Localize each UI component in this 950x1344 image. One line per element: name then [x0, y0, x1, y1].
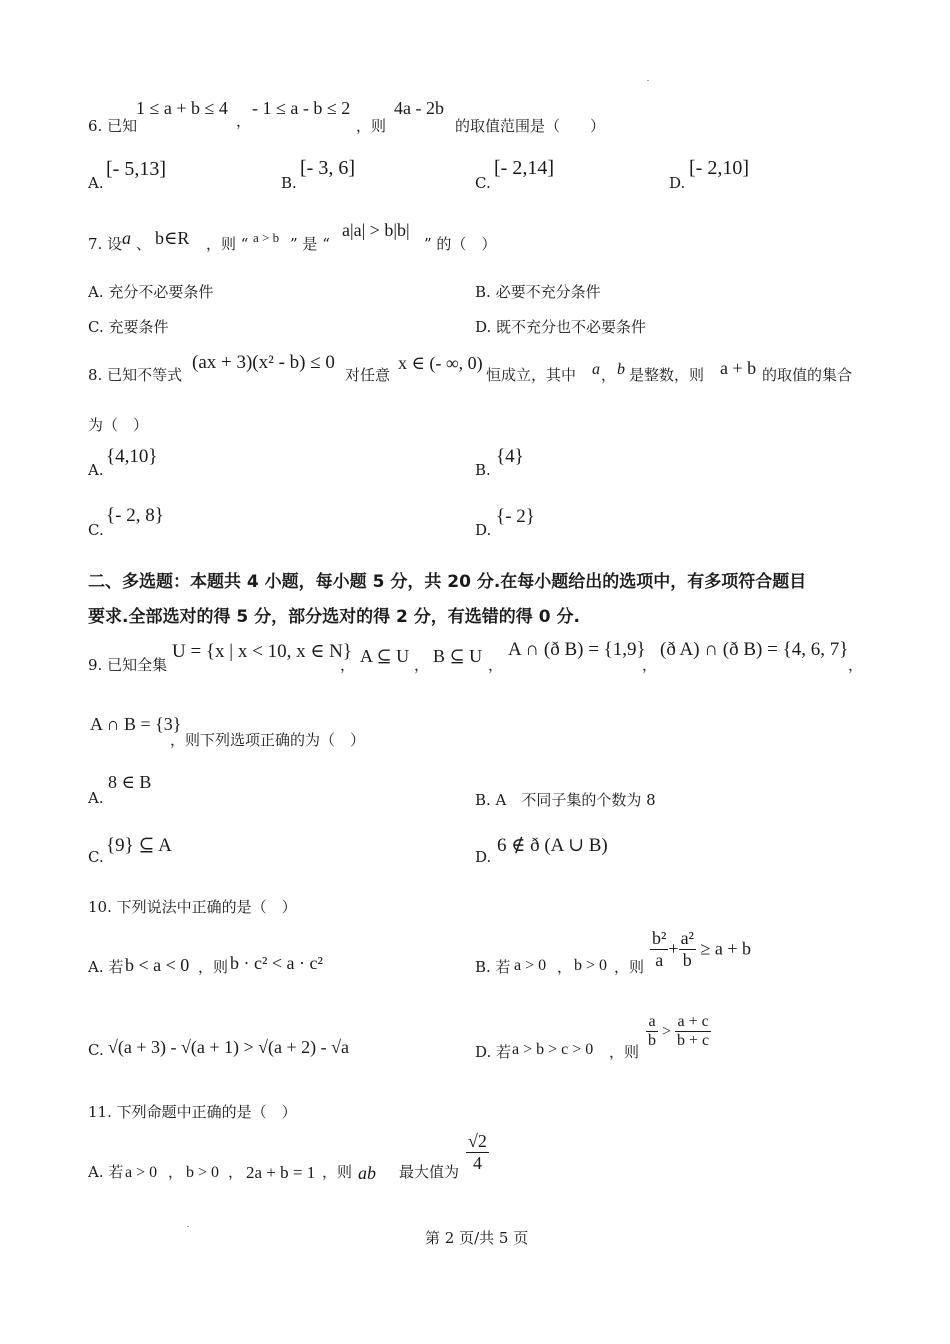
q9-universal-set: U = {x | x < 10, x ∈ N} [172, 641, 352, 662]
q10-option-b-fraction-1 [650, 928, 668, 970]
q7-option-a [88, 281, 213, 302]
q6-expression: 4a - 2b [394, 98, 444, 118]
q8-inequality: (ax + 3)(x² - b) ≤ 0 [192, 352, 335, 373]
q10-option-d-num-1: a [646, 1013, 657, 1032]
q9-option-c-letter: C. [88, 848, 104, 866]
q6-condition-2: - 1 ≤ a - b ≤ 2 [252, 98, 351, 118]
q10-option-d-fraction-1 [646, 1013, 658, 1051]
q10-option-b-rest: ≥ a + b [700, 938, 751, 959]
q8-option-d-text: {- 2} [496, 506, 535, 527]
q7-suffix: ” 的（ ） [424, 235, 497, 253]
q11-option-a-cond-2: b > 0 [186, 1164, 220, 1181]
q7-option-b [475, 281, 601, 302]
q8-domain: x ∈ (- ∞, 0) [398, 353, 483, 373]
q9-comma-4: ， [642, 656, 658, 674]
q10-option-a-mid: ，则 [198, 958, 229, 976]
q7-option-b-letter: B. [475, 283, 491, 301]
q10-option-b-letter: B. 若 [475, 958, 511, 976]
q9-intersection-1: A ∩ (ð B) = {1,9} [508, 639, 646, 660]
q9-line-2-suffix: ，则下列选项正确的为（ ） [170, 731, 366, 749]
q8-comma: ， [601, 366, 617, 384]
q10-option-c-expression: √(a + 3) - √(a + 1) > √(a + 2) - √a [108, 1037, 350, 1057]
q10-option-b-cond-1: a > 0 [514, 957, 547, 974]
q7-option-a-letter: A. [88, 283, 104, 301]
q9-option-b-text: B. A 不同子集的个数为 8 [475, 791, 656, 809]
q11-option-a-numerator: √2 [468, 1131, 487, 1151]
q6-option-b-letter: B. [281, 174, 297, 192]
q7-mid-2: ，则 “ [206, 235, 249, 253]
q10-option-c-letter: C. [88, 1041, 104, 1059]
q8-option-a-text: {4,10} [106, 446, 158, 467]
q9-a-intersect-b: A ∩ B = {3} [90, 714, 182, 734]
q10-option-d-den-2: b + c [677, 1032, 710, 1050]
q6-sep-2: ，则 [356, 117, 387, 135]
q10-option-b-sep: ， [557, 958, 573, 976]
q6-option-d-letter: D. [669, 174, 686, 192]
q11-option-a-cond-1: a > 0 [125, 1164, 158, 1181]
q9-intersection-2: (ð A) ∩ (ð B) = {4, 6, 7} [660, 639, 849, 660]
q10-option-b-cond-2: b > 0 [574, 957, 608, 974]
q7-option-a-text: 充分不必要条件 [108, 283, 214, 301]
q10-option-d-mid: ，则 [609, 1043, 640, 1061]
q10-option-a-condition: b < a < 0 [125, 955, 190, 975]
q8-sum: a + b [720, 358, 757, 378]
q8-prefix: 8. 已知不等式 [88, 366, 183, 384]
q10-option-b-num-2: a² [680, 928, 694, 948]
q10-option-d-formula [646, 1013, 711, 1051]
q8-option-c-letter: C. [88, 521, 104, 539]
q10-stem: 10. 下列说法中正确的是（ ） [88, 898, 297, 916]
q10-option-d-letter: D. 若 [475, 1043, 512, 1061]
section-2-line-1: 二、多选题：本题共 4 小题，每小题 5 分，共 20 分.在每小题给出的选项中，有多项符合题目 [88, 572, 807, 592]
q10-option-d-num-2: a + c [675, 1013, 710, 1032]
q6-option-a-text: [- 5,13] [106, 158, 166, 180]
q9-option-a-letter: A. [88, 789, 104, 807]
q9-option-d-text: 6 ∉ ð (A ∪ B) [497, 835, 608, 856]
q9-option-a-text: 8 ∈ B [108, 772, 152, 792]
q9-option-d-letter: D. [475, 848, 492, 866]
q9-comma-5: ， [848, 656, 864, 674]
q9-prefix: 9. 已知全集 [88, 656, 168, 674]
q7-mid-3: ” 是 “ [290, 235, 330, 253]
q7-option-d-letter: D. [475, 318, 492, 336]
q8-option-b-letter: B. [475, 461, 491, 479]
q11-option-a-denominator: 4 [472, 1152, 482, 1173]
q10-option-b-num-1: b² [652, 928, 667, 948]
q8-option-d-letter: D. [475, 521, 492, 539]
q6-suffix: 的取值范围是（ ） [455, 117, 606, 135]
q6-option-d-text: [- 2,10] [689, 157, 749, 179]
q8-line-2: 为（ ） [88, 416, 149, 434]
q9-b-subset: B ⊆ U [433, 646, 483, 666]
q6-condition-1: 1 ≤ a + b ≤ 4 [136, 98, 228, 118]
q6-option-c-text: [- 2,14] [494, 157, 554, 179]
section-2-line-2: 要求.全部选对的得 5 分，部分选对的得 2 分，有选错的得 0 分. [88, 607, 580, 627]
page-footer: 第 2 页/共 5 页 [425, 1229, 529, 1247]
q7-option-c [88, 316, 169, 337]
q7-option-c-text: 充要条件 [108, 318, 169, 336]
q11-option-a-max: 最大值为 [399, 1163, 460, 1181]
q8-mid-3: 是整数，则 [629, 366, 705, 384]
q10-option-b-plus: + [668, 938, 679, 959]
scan-dot [187, 1226, 189, 1227]
q7-option-b-text: 必要不充分条件 [495, 283, 601, 301]
q7-condition-2: a|a| > b|b| [342, 220, 410, 240]
q8-variable-b: b [617, 361, 625, 378]
q9-option-c-text: {9} ⊆ A [106, 835, 172, 856]
q7-option-c-letter: C. [88, 318, 104, 336]
q9-comma-1: ， [340, 656, 356, 674]
q10-option-b-fraction-2 [679, 928, 696, 970]
q11-stem: 11. 下列命题中正确的是（ ） [88, 1103, 297, 1121]
q7-option-d [475, 316, 646, 337]
q8-option-b-text: {4} [496, 446, 524, 467]
q11-option-a-sep-1: ， [168, 1163, 184, 1181]
q8-mid-1: 对任意 [345, 366, 391, 384]
q10-option-d-condition: a > b > c > 0 [512, 1041, 594, 1058]
scan-dot [647, 80, 649, 81]
q8-suffix: 的取值的集合 [762, 366, 853, 384]
q11-option-a-cond-3: 2a + b = 1 [246, 1163, 316, 1182]
q6-option-b-text: [- 3, 6] [300, 157, 355, 179]
q10-option-b-formula [650, 928, 751, 970]
q7-option-d-text: 既不充分也不必要条件 [496, 318, 647, 336]
q6-prefix: 6. 已知 [88, 117, 138, 135]
q10-option-d-fraction-2 [675, 1013, 711, 1051]
q11-option-a-mid: ，则 [322, 1163, 353, 1181]
q7-prefix: 7. 设 [88, 235, 123, 253]
q10-option-a-expression: b · c² < a · c² [230, 953, 323, 973]
q11-option-a-letter: A. 若 [88, 1163, 124, 1181]
q9-comma-3: ， [488, 656, 504, 674]
q8-option-a-letter: A. [88, 461, 104, 479]
q6-option-c-letter: C. [475, 174, 491, 192]
q7-condition: a > b [253, 230, 280, 245]
q10-option-b-den-1: a [655, 949, 664, 970]
q9-comma-2: ， [414, 656, 430, 674]
q10-option-b-den-2: b [682, 949, 692, 970]
q7-variable-a: a [122, 228, 131, 248]
q7-b-in-r: b∈R [155, 228, 190, 248]
q6-sep-1: ， [236, 112, 252, 130]
q10-option-d-den-1: b [648, 1032, 656, 1050]
q8-variable-a: a [592, 361, 600, 378]
q10-option-b-mid: ，则 [614, 958, 645, 976]
q6-option-a-letter: A. [88, 174, 104, 192]
q9-a-subset: A ⊆ U [360, 646, 410, 666]
q11-option-a-sep-2: ， [228, 1163, 244, 1181]
q8-option-c-text: {- 2, 8} [106, 505, 164, 526]
q11-option-a-ab: ab [358, 1163, 376, 1183]
q11-option-a-fraction [466, 1131, 489, 1173]
q8-mid-2: 恒成立，其中 [486, 366, 577, 384]
q10-option-a-letter: A. 若 [88, 958, 124, 976]
q7-mid-1: 、 [136, 235, 152, 253]
q11-option-a-value [466, 1131, 489, 1173]
q10-option-d-gt: > [662, 1022, 672, 1040]
